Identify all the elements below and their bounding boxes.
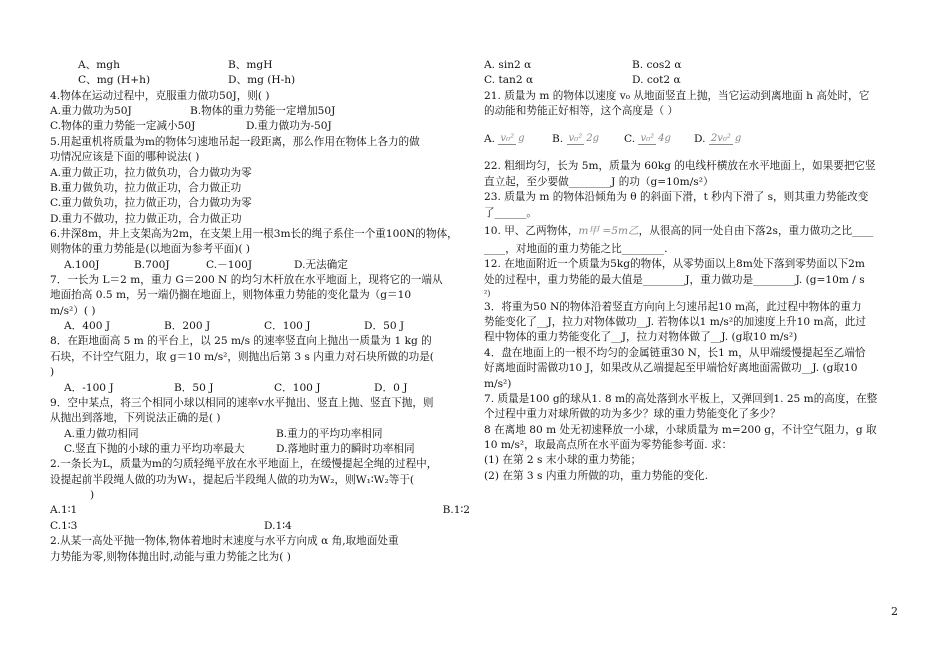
option-b: B．200 J [164,320,211,333]
question-10-stem-start: 10. 甲、乙两物体， [484,224,579,237]
question-4-options-row1 [50,104,470,119]
question-8-stem-line3: ) [50,366,55,379]
question-12-stem-line1: 12. 在地面附近一个质量为5kg的物体，从零势面以上8m处下落到零势面以下2m [484,258,865,271]
option-b: B．50 J [174,381,214,394]
question-7r-stem-line1: 7. 质量是100 g的球从1. 8 m的高处落到水平板上，又弹回到1. 25 m的高度，在整 [484,392,878,405]
left-column [50,58,470,565]
question-9-options-row1 [50,427,470,442]
question-12-stem-line2: 处的过程中，重力势能的最大值是________J，重力做功是________J. (g=10m / s [484,273,865,286]
option-a: A.1∶1 [50,504,78,517]
option-a: A.100J [64,258,100,271]
option-b: B.重力的平均功率相同 [276,427,383,440]
question-6-stem-line2: 则物体的重力势能是(以地面为参考平面)( ) [50,243,250,256]
option-b [552,132,624,147]
question-12-stem-line3: ²) [484,289,491,299]
option-d: D. cot2 α [632,74,681,87]
question-2a-options-row1 [50,503,470,518]
question-5-option-b: B.重力做负功，拉力做正功，合力做正功 [50,181,242,194]
question-2b-stem-line1: 2.从某一高处平抛一物体,物体着地时末速度与水平方向成 α 角,取地面处重 [50,535,399,548]
question-8-options [50,381,470,396]
question-23-stem-line1: 23. 质量为 m 的物体沿倾角为 θ 的斜面下滑，t 秒内下滑了 s，则其重力势能改变 [484,191,869,204]
question-4r-stem-line3: m/s²) [484,377,512,390]
question-10-stem-line2: ____，对地面的重力势能之比________. [484,243,668,256]
option-a: A.重力做功相同 [64,427,139,440]
question-5-option-c: C.重力做负功，拉力做正功，合力做功为零 [50,197,252,210]
denominator: g [518,132,525,144]
question-10-stem-line1 [484,221,898,242]
question-9-options-row2 [50,442,470,457]
question-7-stem-line2: 地面抬高 0.5 m，另一端仍搁在地面上，则物体重力势能的变化量为（g＝10 [50,289,412,302]
question-21-options [484,119,898,159]
question-22-stem-line2: 直立起，至少要做________J 的功（g=10m/s²） [484,175,714,188]
numerator: v₀² [568,132,583,144]
option-label: D. [694,132,706,145]
option-d: D.1∶4 [264,519,292,532]
option-c: C．100 J [274,381,321,394]
option-b: B.1∶2 [442,504,470,517]
question-3-stem-line2: 势能变化了__J，拉力对物体做功__J. 若物体以1 m/s²的加速度上升10 m高，此过 [484,316,866,329]
question-9-stem-line2: 从抛出到落地，下列说法正确的是( ) [50,412,221,425]
option-label: C. [624,132,636,145]
option-a: A．-100 J [64,381,114,394]
right-column [484,58,898,484]
mass-ratio-formula: m甲 =5m乙 [578,224,639,237]
page-number: 2 [891,605,898,618]
question-5-option-a: A.重力做正功，拉力做负功，合力做功为零 [50,166,252,179]
question-7-stem-line1: 7．一长为 L＝2 m，重力 G＝200 N 的均匀木杆放在水平地面上，现将它的一端从 [50,274,443,287]
fraction [709,133,743,146]
option-label: A. [484,132,496,145]
question-2b-stem-line2: 力势能为零,则物体抛出时,动能与重力势能之比为( ) [50,550,291,563]
question-4r-stem-line2: 好离地面时需做功10 J，如果改从乙端提起至甲端恰好离地面需做功__J. (g取10 [484,362,858,375]
question-8-stem-line2: 石块，不计空气阻力，取 g＝10 m/s²，则抛出后第 3 s 内重力对石块所做的功是( [50,350,434,363]
numerator: v₀² [640,132,655,144]
question-21-stem-line1: 21. 质量为 m 的物体以速度 v₀ 从地面竖直上抛，当它运动到离地面 h 高处时，它 [484,89,870,102]
fraction [498,133,526,146]
prev-question-options-row2 [50,73,470,88]
question-8r-stem-line1: 8 在离地 80 m 处无初速释放一小球，小球质量为 m=200 g，不计空气阻力，g 取 [484,423,877,436]
prev-question-options-row2 [484,73,898,88]
option-b: B、mgH [228,59,273,71]
fraction [567,133,601,146]
numerator: v₀² [500,132,515,144]
question-8-stem-line1: 8．在距地面高 5 m 的平台上，以 25 m/s 的速率竖直向上抛出一质量为 1 kg 的 [50,335,432,348]
option-d [694,132,743,147]
fraction [638,133,672,146]
option-a: A.重力做功为50J [50,105,132,118]
question-2a-stem-line2: 设提起前半段绳人做的功为W₁，提起后半段绳人做的功为W₂，则W₁∶W₂等于( [50,473,415,486]
question-23-stem-line2: 了______。 [484,206,537,219]
numerator: 2v₀² [710,132,731,144]
option-b: B.物体的重力势能一定增加50J [190,105,336,118]
option-a: A. sin2 α [484,59,532,71]
prev-question-options-row1 [50,58,470,73]
question-5-stem-line2: 功情况应该是下面的哪种说法( ) [50,151,200,164]
option-c: C.物体的重力势能一定减小50J [50,120,196,133]
question-21-stem-line2: 的动能和势能正好相等，这个高度是（ ） [484,105,679,118]
option-d: D.落地时重力的瞬时功率相同 [276,442,415,455]
option-c [624,132,694,147]
option-c: C.1∶3 [50,519,78,532]
question-8r-sub1: (1) 在第 2 s 末小球的重力势能； [484,454,642,467]
option-d: D.重力做功为-50J [246,120,332,133]
denominator: 4g [658,132,671,144]
option-a: A．400 J [64,320,111,333]
option-d: D、mg (H-h) [228,74,296,87]
question-4-stem: 4.物体在运动过程中，克服重力做功50J，则( ) [50,89,270,102]
option-b: B.700J [134,258,170,271]
question-4r-stem-line1: 4．盘在地面上的一根不均匀的金属链重30 N，长1 m，从甲端缓慢提起至乙端恰 [484,346,866,359]
question-8r-stem-line2: 10 m/s²，取最高点所在水平面为零势能参考面. 求： [484,438,733,451]
question-3-stem-line1: 3．将重为50 N的物体沿着竖直方向向上匀速吊起10 m高，此过程中物体的重力 [484,300,862,313]
question-2a-options-row2 [50,519,470,534]
question-10-stem-end: ，从很高的同一处自由下落2s，重力做功之比____ [638,224,874,237]
denominator: 2g [586,132,599,144]
question-6-options [50,258,470,273]
option-d: D.无法确定 [294,258,348,271]
option-a [484,132,552,147]
question-7-options [50,319,470,334]
question-22-stem-line1: 22. 粗细均匀，长为 5m，质量为 60kg 的电线杆横放在水平地面上，如果要把它竖 [484,160,876,173]
option-a: A、mgh [78,59,120,71]
question-6-stem-line1: 6.井深8m，井上支架高为2m，在支架上用一根3m长的绳子系住一个重100N的物体， [50,227,458,240]
option-d: D．0 J [374,381,408,394]
denominator: g [734,132,742,144]
question-3-stem-line3: 程中物体的重力势能变化了__J，拉力对物体做了__J. (g取10 m/s²) [484,331,798,344]
option-label: B. [552,132,564,145]
option-c: C. tan2 α [484,74,534,87]
option-d: D．50 J [364,320,405,333]
question-7r-stem-line2: 个过程中重力对球所做的功为多少？球的重力势能变化了多少？ [484,408,781,421]
question-2a-stem-line1: 2.一条长为L，质量为m的匀质轻绳平放在水平地面上，在缓慢提起全绳的过程中， [50,458,438,471]
option-c: C.竖直下抛的小球的重力平均功率最大 [64,442,245,455]
prev-question-options-row1 [484,58,898,73]
option-c: C、mg (H+h) [78,74,151,87]
question-5-option-d: D.重力不做功，拉力做正功，合力做正功 [50,212,242,225]
question-5-stem-line1: 5.用起重机将质量为m的物体匀速地吊起一段距离，那么作用在物体上各力的做 [50,135,420,148]
question-7-stem-line3: m/s²）( ) [50,304,96,317]
question-2a-stem-line3: ) [90,489,95,502]
option-c: C.－100J [206,258,253,271]
option-b: B. cos2 α [632,59,682,71]
question-4-options-row2 [50,119,470,134]
question-8r-sub2: (2) 在第 3 s 内重力所做的功，重力势能的变化. [484,469,709,482]
question-9-stem-line1: 9．空中某点，将三个相同小球以相同的速率v水平抛出、竖直上抛、竖直下抛，则 [50,396,434,409]
option-c: C．100 J [264,320,311,333]
